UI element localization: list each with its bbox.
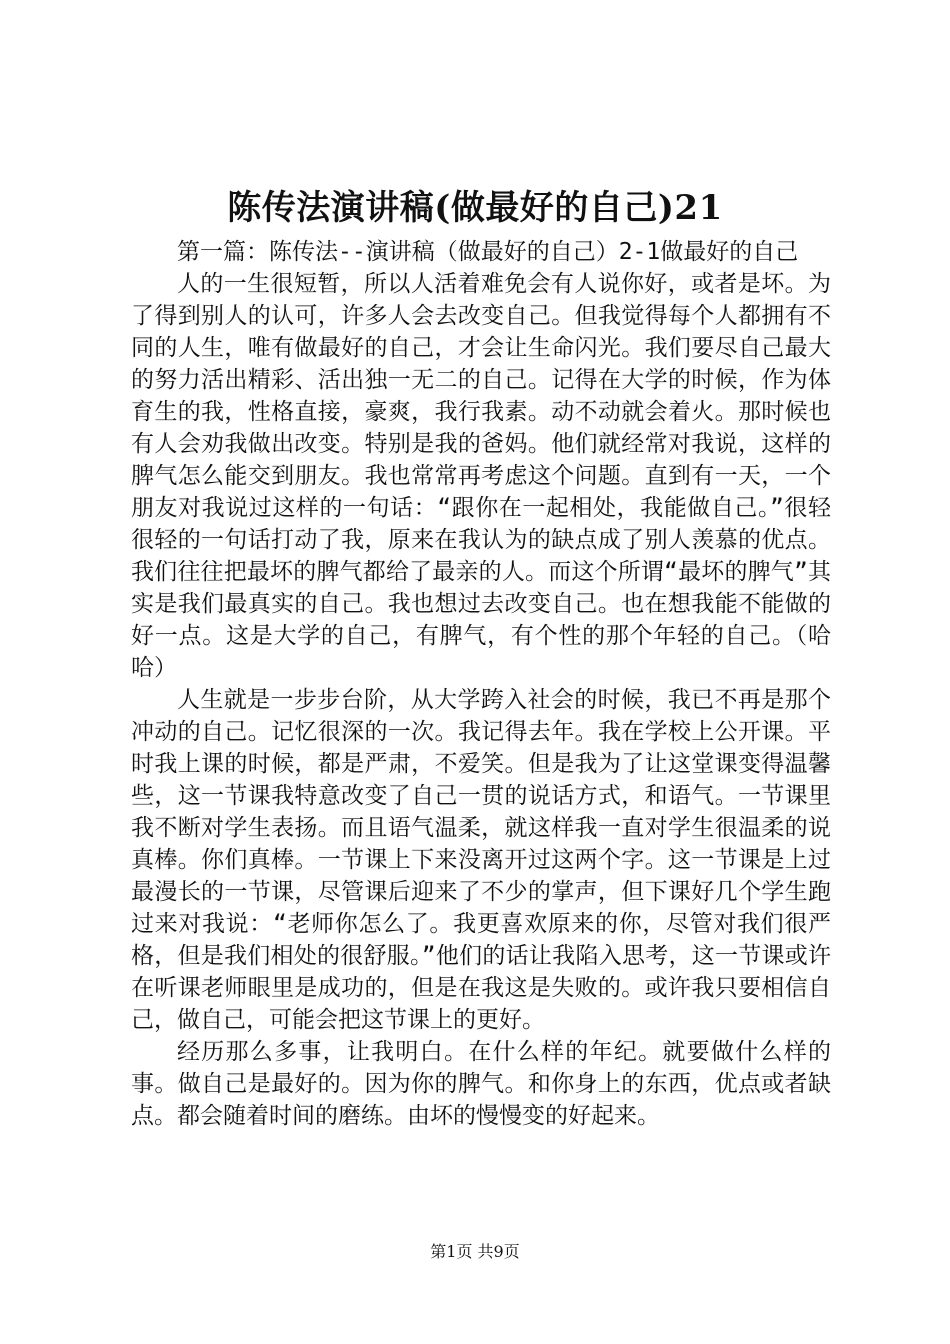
paragraph-1: 第一篇：陈传法--演讲稿（做最好的自己）2-1做最好的自己	[177, 239, 799, 265]
paragraph-3: 人生就是一步步台阶，从大学跨入社会的时候，我已不再是那个冲动的自己。记忆很深的一次。我记得去年。我在学校上公开课。平时我上课的时候，都是严肃，不爱笑。但是我为了让这堂课变得温馨些，这一节课我特意改变了自己一贯的说话方式，和语气。一节课里我不断对学生表扬。而且语气温柔，就这样我一直对学生很温柔的说真棒。你们真棒。一节课上下来没离开过这两个字。这一节课是上过最漫长的一节课，尽管课后迎来了不少的掌声，但下课好几个学生跑过来对我说：“老师你怎么了。我更喜欢原来的你，尽管对我们很严格，但是我们相处的很舒服。”他们的话让我陷入思考，这一节课或许在听课老师眼里是成功的，但是在我这是失败的。或许我只要相信自己，做自己，可能会把这节课上的更好。	[131, 687, 831, 1033]
paragraph-4: 经历那么多事，让我明白。在什么样的年纪。就要做什么样的事。做自己是最好的。因为你的脾气。和你身上的东西，优点或者缺点。都会随着时间的磨练。由坏的慢慢变的好起来。	[131, 1039, 831, 1129]
document-title: 陈传法演讲稿(做最好的自己)21	[227, 188, 723, 228]
page-footer: 第1页 共9页	[430, 1242, 520, 1261]
document-body	[131, 236, 831, 1132]
paragraph-2: 人的一生很短暂，所以人活着难免会有人说你好，或者是坏。为了得到别人的认可，许多人会去改变自己。但我觉得每个人都拥有不同的人生，唯有做最好的自己，才会让生命闪光。我们要尽自己最大的努力活出精彩、活出独一无二的自己。记得在大学的时候，作为体育生的我，性格直接，豪爽，我行我素。动不动就会着火。那时候也有人会劝我做出改变。特别是我的爸妈。他们就经常对我说，这样的脾气怎么能交到朋友。我也常常再考虑这个问题。直到有一天，一个朋友对我说过这样的一句话：“跟你在一起相处，我能做自己。”很轻很轻的一句话打动了我，原来在我认为的缺点成了别人羡慕的优点。我们往往把最坏的脾气都给了最亲的人。而这个所谓“最坏的脾气”其实是我们最真实的自己。我也想过去改变自己。也在想我能不能做的好一点。这是大学的自己，有脾气，有个性的那个年轻的自己。（哈哈）	[131, 271, 831, 681]
